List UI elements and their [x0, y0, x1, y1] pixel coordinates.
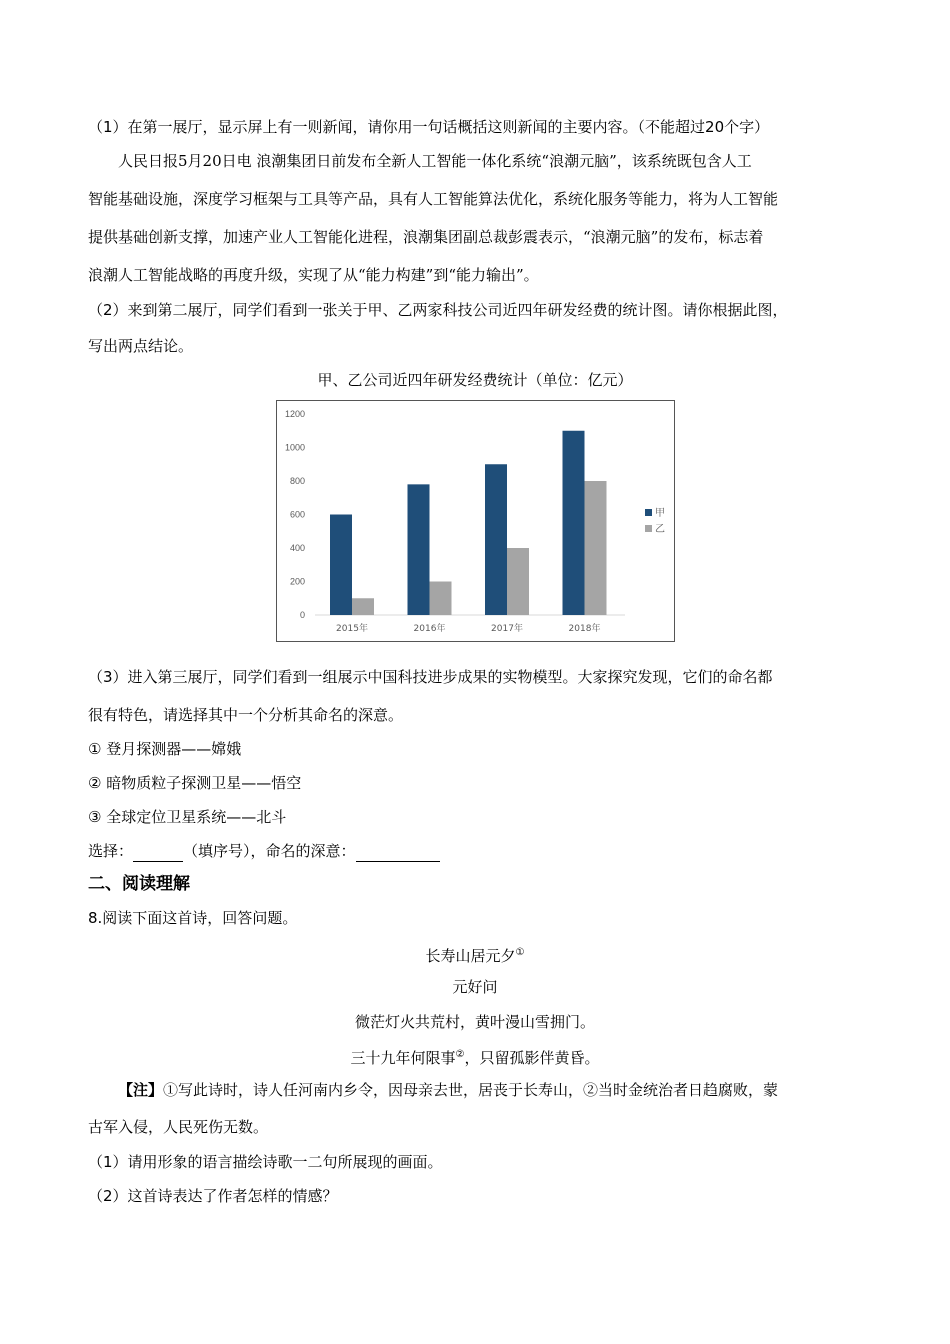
x-tick-label: 2017年: [491, 624, 523, 634]
note-line-2: 古军入侵，人民死伤无数。: [88, 1118, 269, 1136]
note-label: 【注】: [118, 1081, 164, 1099]
poem-line-2-a: 三十九年何限事: [350, 1049, 456, 1067]
news-line-3: 提供基础创新支撑，加速产业人工智能化进程，浪潮集团副总裁彭震表示，“浪潮元脑”的发布，标志着: [88, 228, 764, 246]
option-3: ③ 全球定位卫星系统——北斗: [88, 808, 287, 826]
poem-title: [0, 942, 950, 967]
option-2: ② 暗物质粒子探测卫星——悟空: [88, 774, 302, 792]
x-tick-label: 2018年: [568, 624, 601, 634]
q7-2-prompt-line-2: 写出两点结论。: [88, 337, 194, 355]
bar-yi-1: [430, 582, 452, 616]
bar-jia-1: [408, 484, 430, 615]
y-tick-label: 600: [289, 509, 305, 520]
poem-author: 元好问: [452, 978, 498, 996]
q7-3-prompt-line-1: （3）进入第三展厅，同学们看到一组展示中国科技进步成果的实物模型。大家探究发现，它们的命名都: [88, 668, 773, 686]
answer-line: [88, 840, 440, 862]
bar-jia-3: [563, 431, 585, 615]
meaning-blank[interactable]: [356, 845, 440, 862]
poem-line-2-note: ②: [455, 1049, 465, 1060]
answer-middle: （填序号），命名的深意：: [183, 842, 356, 860]
option-1: ① 登月探测器——嫦娥: [88, 740, 242, 758]
chart-canvas: [277, 401, 674, 641]
x-tick-label: 2016年: [413, 624, 446, 634]
poem-question-1: （1）请用形象的语言描绘诗歌一二句所展现的画面。: [88, 1153, 443, 1171]
legend-swatch: [645, 525, 652, 532]
q8-prompt: 8.阅读下面这首诗，回答问题。: [88, 909, 298, 927]
legend-label: 乙: [655, 524, 665, 535]
legend-swatch: [645, 509, 652, 516]
note-text-1: ①写此诗时，诗人任河南内乡令，因母亲去世，居丧于长寿山，②当时金统治者日趋腐败，蒙: [163, 1081, 779, 1099]
bar-jia-0: [330, 515, 352, 616]
bar-yi-3: [585, 481, 607, 615]
poem-line-2-b: ，只留孤影伴黄昏。: [464, 1049, 600, 1067]
x-tick-label: 2015年: [336, 624, 368, 634]
legend-label: 甲: [655, 508, 665, 519]
poem-title-text: 长寿山居元夕: [425, 947, 516, 965]
note-line-1: [118, 1079, 778, 1101]
q7-3-prompt-line-2: 很有特色，请选择其中一个分析其命名的深意。: [88, 706, 404, 724]
news-line-1: 人民日报5月20日电 浪潮集团日前发布全新人工智能一体化系统“浪潮元脑”，该系统既包含人工: [118, 152, 752, 170]
y-tick-label: 1200: [284, 409, 305, 419]
q7-1-prompt: （1）在第一展厅，显示屏上有一则新闻，请你用一句话概括这则新闻的主要内容。（不能超过20个字）: [88, 118, 770, 136]
poem-title-note: ①: [515, 947, 525, 958]
section-heading: 二、阅读理解: [88, 874, 190, 894]
poem-question-2: （2）这首诗表达了作者怎样的情感？: [88, 1187, 338, 1205]
bar-yi-2: [507, 548, 529, 615]
choice-blank[interactable]: [133, 845, 183, 862]
bar-yi-0: [352, 598, 374, 615]
bar-jia-2: [485, 464, 507, 615]
q7-2-prompt-line-1: （2）来到第二展厅，同学们看到一张关于甲、乙两家科技公司近四年研发经费的统计图。请你根据此图，: [88, 301, 788, 319]
poem-line-2: [0, 1044, 950, 1069]
news-line-2: 智能基础设施，深度学习框架与工具等产品，具有人工智能算法优化，系统化服务等能力，将为人工智能: [88, 190, 779, 208]
y-tick-label: 800: [289, 476, 305, 486]
chart-title: 甲、乙公司近四年研发经费统计（单位：亿元）: [317, 371, 633, 389]
y-tick-label: 200: [289, 576, 305, 587]
answer-prefix: 选择：: [88, 842, 134, 860]
y-tick-label: 400: [289, 543, 305, 553]
poem-line-1: 微茫灯火共荒村，黄叶漫山雪拥门。: [354, 1013, 595, 1031]
news-line-4: 浪潮人工智能战略的再度升级，实现了从“能力构建”到“能力输出”。: [88, 266, 539, 284]
y-tick-label: 1000: [284, 442, 305, 453]
y-tick-label: 0: [299, 610, 305, 620]
bar-chart: [276, 400, 675, 642]
